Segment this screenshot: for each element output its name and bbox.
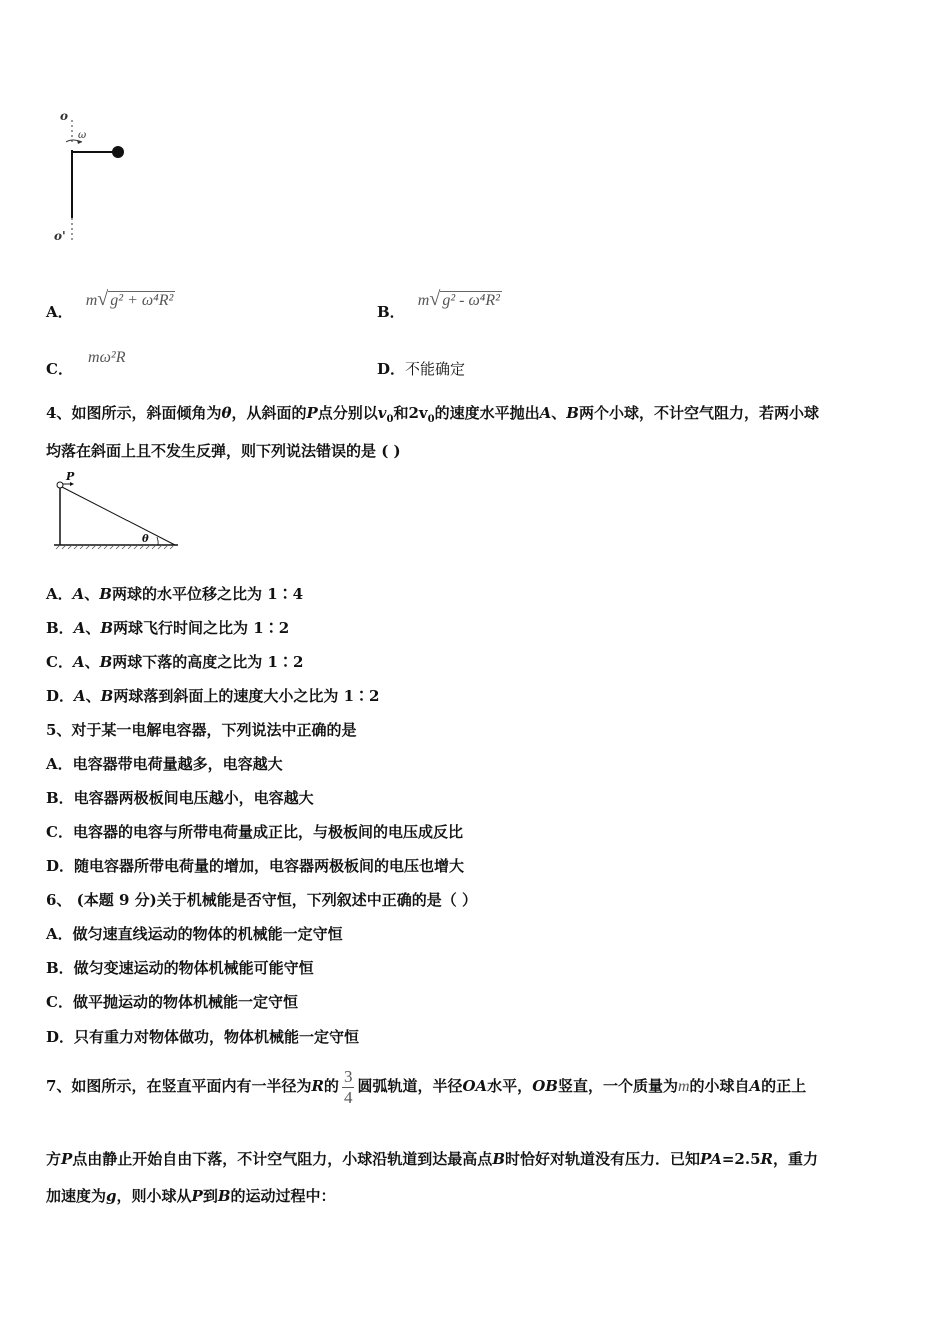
q4-option-b: B．A、B两球飞行时间之比为 1∶2 bbox=[46, 619, 290, 637]
q5-option-b: B．电容器两极板间电压越小，电容越大 bbox=[46, 789, 314, 807]
q3-option-b-label: B． bbox=[377, 303, 405, 321]
q3-option-d-label: D． bbox=[377, 360, 406, 378]
incline-figure bbox=[50, 470, 185, 552]
label-o-bottom: o' bbox=[54, 229, 66, 243]
q4-option-a: A．A、B两球的水平位移之比为 1∶4 bbox=[46, 585, 304, 603]
q3-option-d-text: 不能确定 bbox=[405, 360, 466, 378]
fig-label-theta: θ bbox=[142, 534, 149, 545]
q7-stem-line3: 加速度为g，则小球从P到B的运动过程中： bbox=[46, 1187, 336, 1205]
q4-option-d: D．A、B两球落到斜面上的速度大小之比为 1∶2 bbox=[46, 687, 380, 705]
label-omega: ω bbox=[78, 130, 87, 141]
q5-option-a: A．电容器带电荷量越多，电容越大 bbox=[46, 755, 283, 773]
q5-option-d: D．随电容器所带电荷量的增加，电容器两极板间的电压也增大 bbox=[46, 857, 465, 875]
q3-option-a-label: A． bbox=[46, 303, 73, 321]
q3-option-b bbox=[377, 288, 502, 321]
q5-option-c: C．电容器的电容与所带电荷量成正比，与极板间的电压成反比 bbox=[46, 823, 463, 841]
q7-stem-line2: 方P点由静止开始自由下落，不计空气阻力，小球沿轨道到达最高点B时恰好对轨道没有压力．已知PA=2.5R，重力 bbox=[46, 1150, 818, 1168]
fig-label-p: P bbox=[66, 470, 75, 483]
fraction-three-quarters: $\frac{3}{4}$ bbox=[343, 1066, 353, 1107]
q6-stem: 6、 (本题 9 分)关于机械能是否守恒，下列叙述中正确的是（ ） bbox=[46, 891, 477, 909]
q3-option-a-formula: m√ g² + ω⁴R² bbox=[85, 288, 174, 310]
q3-option-c bbox=[46, 346, 126, 378]
q3-option-b-formula: m√ g² - ω⁴R² bbox=[417, 288, 500, 310]
label-o-top: o bbox=[60, 109, 69, 123]
theta-arc bbox=[157, 537, 158, 545]
q6-option-c: C．做平抛运动的物体机械能一定守恒 bbox=[46, 993, 298, 1011]
q6-option-b: B．做匀变速运动的物体机械能可能守恒 bbox=[46, 959, 314, 977]
incline-slope bbox=[60, 486, 175, 545]
q3-option-a bbox=[46, 288, 175, 321]
rotating-rod-figure bbox=[50, 100, 140, 250]
q6-option-a: A．做匀速直线运动的物体的机械能一定守恒 bbox=[46, 925, 343, 943]
q4-stem-line2: 均落在斜面上且不发生反弹，则下列说法错误的是 ( ) bbox=[46, 442, 401, 460]
q3-option-c-formula: mω²R bbox=[88, 349, 126, 366]
ball bbox=[112, 146, 124, 158]
q6-option-d: D．只有重力对物体做功，物体机械能一定守恒 bbox=[46, 1028, 360, 1046]
q3-option-c-label: C． bbox=[46, 360, 73, 378]
ball-p bbox=[57, 482, 63, 488]
q3-option-d bbox=[377, 358, 465, 379]
q4-stem-line1: 4、如图所示，斜面倾角为θ，从斜面的P点分别以$v_0$和$2v_0$的速度水平抛出A、B两个小球，不计空气阻力，若两小球 bbox=[46, 404, 819, 425]
q7-stem-line1: 7、如图所示，在竖直平面内有一半径为R的 $\frac{3}{4}$ 圆弧轨道，半径OA水平，OB竖直，一个质量为m的小球自A的正上 bbox=[46, 1066, 807, 1107]
q5-stem: 5、对于某一电解电容器，下列说法中正确的是 bbox=[46, 721, 357, 739]
q4-option-c: C．A、B两球下落的高度之比为 1∶2 bbox=[46, 653, 304, 671]
